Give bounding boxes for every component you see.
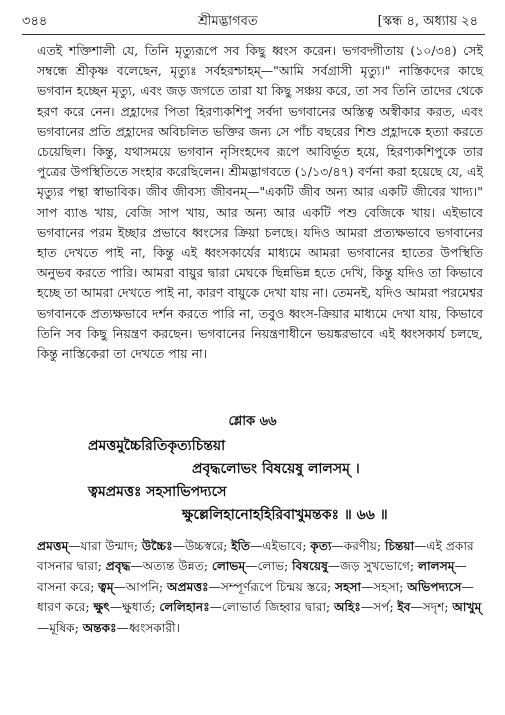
synonym-word: ইব	[397, 600, 411, 615]
synonym-meaning: লোভ	[257, 559, 285, 574]
synonym-meaning: সদৃশ	[422, 600, 445, 615]
synonym-meaning: ধারণ করে	[37, 600, 86, 615]
synonym-word: বিষয়েষু	[292, 559, 328, 574]
synonym-meaning: মূষিক	[49, 620, 75, 635]
synonym-word: প্রবৃদ্ধ	[105, 559, 131, 574]
synonym-word: ক্ষুৎ	[93, 600, 110, 615]
purport-paragraph: এতই শক্তিশালী যে, তিনি মৃত্যুরূপে সব কিছু ধ্বংস করেন। ভগবদ্গীতায় (১০/৩৪) সেই সম্বন্ধে শ্রীকৃষ্ণ বলেছেন, মৃত্যুঃ সর্বহরশ্চাহম্—"আমি সর্বগ্রাসী মৃত্যু।" নাস্তিকদের কাছে ভগবান হচ্ছেন মৃত্যু, এবং জড় জগতে তারা যা কিছু সঞ্চয় করে, তা সব তিনি তাদের থেকে হরণ করে নেন। প্রহ্লাদের পিতা হিরণ্যকশিপু সর্বদা ভগবানের অস্তিত্ব অস্বীকার করত, এবং ভগবানের প্রতি প্রহ্লাদের অবিচলিত ভক্তির জন্য সে পাঁচ বছরের শিশু প্রহ্লাদকে হত্যা করতে চেয়েছিল। কিন্তু, যথাসময়ে ভগবান নৃসিংহদেব রূপে আবির্ভূত হয়ে, হিরণ্যকশিপুকে তার পুত্রের উপস্থিতিতে সংহার করেছিলেন। শ্রীমদ্ভাগবতে (১/১৩/৪৭) বর্ণনা করা হয়েছে যে, এই মৃত্যুর পন্থা স্বাভাবিক। জীব জীবস্য জীবনম্—"একটি জীব অন্য আর একটি জীবের খাদ্য।" সাপ ব্যাঙ খায়, বেজি সাপ খায়, আর অন্য আর একটি পশু বেজিকে খায়। এইভাবে ভগবানের পরম ইচ্ছার প্রভাবে ধ্বংসের ক্রিয়া চলছে। যদিও আমরা প্রত্যক্ষভাবে ভগবানের হাত দেখতে পাই না, কিন্তু এই ধ্বংসকার্যের মাধ্যমে আমরা ভগবানের হাতের উপস্থিতি অনুভব করতে পারি। আমরা বায়ুর দ্বারা মেঘকে ছিন্নভিন্ন হতে দেখি, কিন্তু যদিও তা কিভাবে হচ্ছে তা আমরা দেখতে পাই না, কারণ বায়ুকে দেখা যায় না। তেমনই, যদিও আমরা পরমেশ্বর ভগবানকে প্রত্যক্ষভাবে দর্শন করতে পারি না, তবুও ধ্বংস-ক্রিয়ার মাধ্যমে দেখা যায়, কিভাবে তিনি সব কিছু নিয়ন্ত্রণ করছেন। ভগবানের নিয়ন্ত্রণাধীনে ভয়ঙ্করভাবে এই ধ্বংসকার্য চলছে, কিন্তু নাস্তিকেরা তা দেখতে পায় না।	[37, 44, 483, 362]
synonym-meaning: ধ্বংসকারী	[128, 620, 176, 635]
synonym-meaning: উচ্চস্বরে	[184, 539, 224, 553]
verse-line-3: ত্বমপ্রমত্তঃ সহসাভিপদ্যসে	[88, 484, 227, 500]
page-number: ৩৪৪	[22, 14, 48, 29]
synonym-meaning: সম্পূর্ণরূপে চিন্ময় স্তরে	[220, 579, 328, 594]
synonym-meaning: ক্ষুধার্ত	[122, 600, 152, 615]
synonym-word: প্রমত্তম্	[37, 539, 69, 553]
verse-line-4: ক্ষুল্লেলিহানোহহিরিবাখুমন্তকঃ ॥ ৬৬ ॥	[182, 507, 388, 523]
synonym-word: উচ্চৈঃ	[141, 539, 173, 553]
synonym-word: লালসম্	[418, 559, 455, 574]
synonym-meaning: লোভার্ত জিহ্বার দ্বারা	[221, 600, 326, 615]
synonym-word: লেলিহানঃ	[159, 600, 210, 615]
synonym-meaning: জড় সুখভোগে	[340, 559, 411, 574]
header-rule	[22, 34, 485, 35]
synonym-meaning: বাসনা করে	[37, 579, 91, 594]
synonym-word: ত্বম্	[98, 579, 114, 594]
book-title: শ্রীমদ্ভাগবত	[198, 14, 258, 29]
synonym-word: আখুম্	[452, 600, 482, 615]
verse-line-2: প্রবৃদ্ধলোভং বিষয়েষু লালসম্ ।	[192, 461, 360, 477]
synonym-meaning: সহসা	[373, 579, 400, 594]
chapter-reference: [স্কন্ধ ৪, অধ্যায় ২৪	[377, 14, 478, 29]
synonym-word: সহসা	[335, 579, 362, 594]
synonym-word: চিন্তয়া	[384, 539, 415, 553]
verse-line-1: প্রমত্তমুচ্চৈরিতিকৃত্যচিন্তয়া	[88, 438, 226, 454]
synonym-word: ইতি	[231, 539, 251, 553]
synonym-meaning: সর্প	[373, 600, 390, 615]
synonym-meaning: এইভাবে	[262, 539, 303, 553]
synonym-meaning: আপনি	[125, 579, 160, 594]
synonyms-paragraph: প্রমত্তম্—যারা উন্মাদ; উচ্চৈঃ—উচ্চস্বরে; ইতি—এইভাবে; কৃত্য—করণীয়; চিন্তয়া—এই প্রকার বাসনার দ্বারা; প্রবৃদ্ধ—অত্যন্ত উন্নত; লোভম্—লোভ; বিষয়েষু—জড় সুখভোগে; লালসম্—বাসনা করে; ত্বম্—আপনি; অপ্রমত্তঃ—সম্পূর্ণরূপে চিন্ময় স্তরে; সহসা—সহসা; অভিপদ্যসে—ধারণ করে; ক্ষুৎ—ক্ষুধার্ত; লেলিহানঃ—লোভার্ত জিহ্বার দ্বারা; অহিঃ—সর্প; ইব—সদৃশ; আখুম্—মূষিক; অন্তকঃ—ধ্বংসকারী।	[37, 539, 482, 635]
synonym-word: অপ্রমত্তঃ	[167, 579, 209, 594]
synonym-meaning: অত্যন্ত উন্নত	[142, 559, 204, 574]
synonym-word: অন্তকঃ	[82, 620, 117, 635]
synonym-word: লোভম্	[211, 559, 246, 574]
synonym-meaning: এই প্রকার বাসনার দ্বারা	[37, 539, 474, 574]
synonym-meaning: করণীয়	[343, 539, 377, 553]
verse-label: শ্লোক ৬৬	[228, 414, 277, 429]
synonym-word: কৃত্য	[310, 539, 332, 553]
synonym-word: অভিপদ্যসে	[407, 579, 462, 594]
synonym-meaning: যারা উন্মাদ	[80, 539, 134, 553]
page-header	[0, 12, 505, 32]
synonym-word: অহিঃ	[333, 600, 361, 615]
